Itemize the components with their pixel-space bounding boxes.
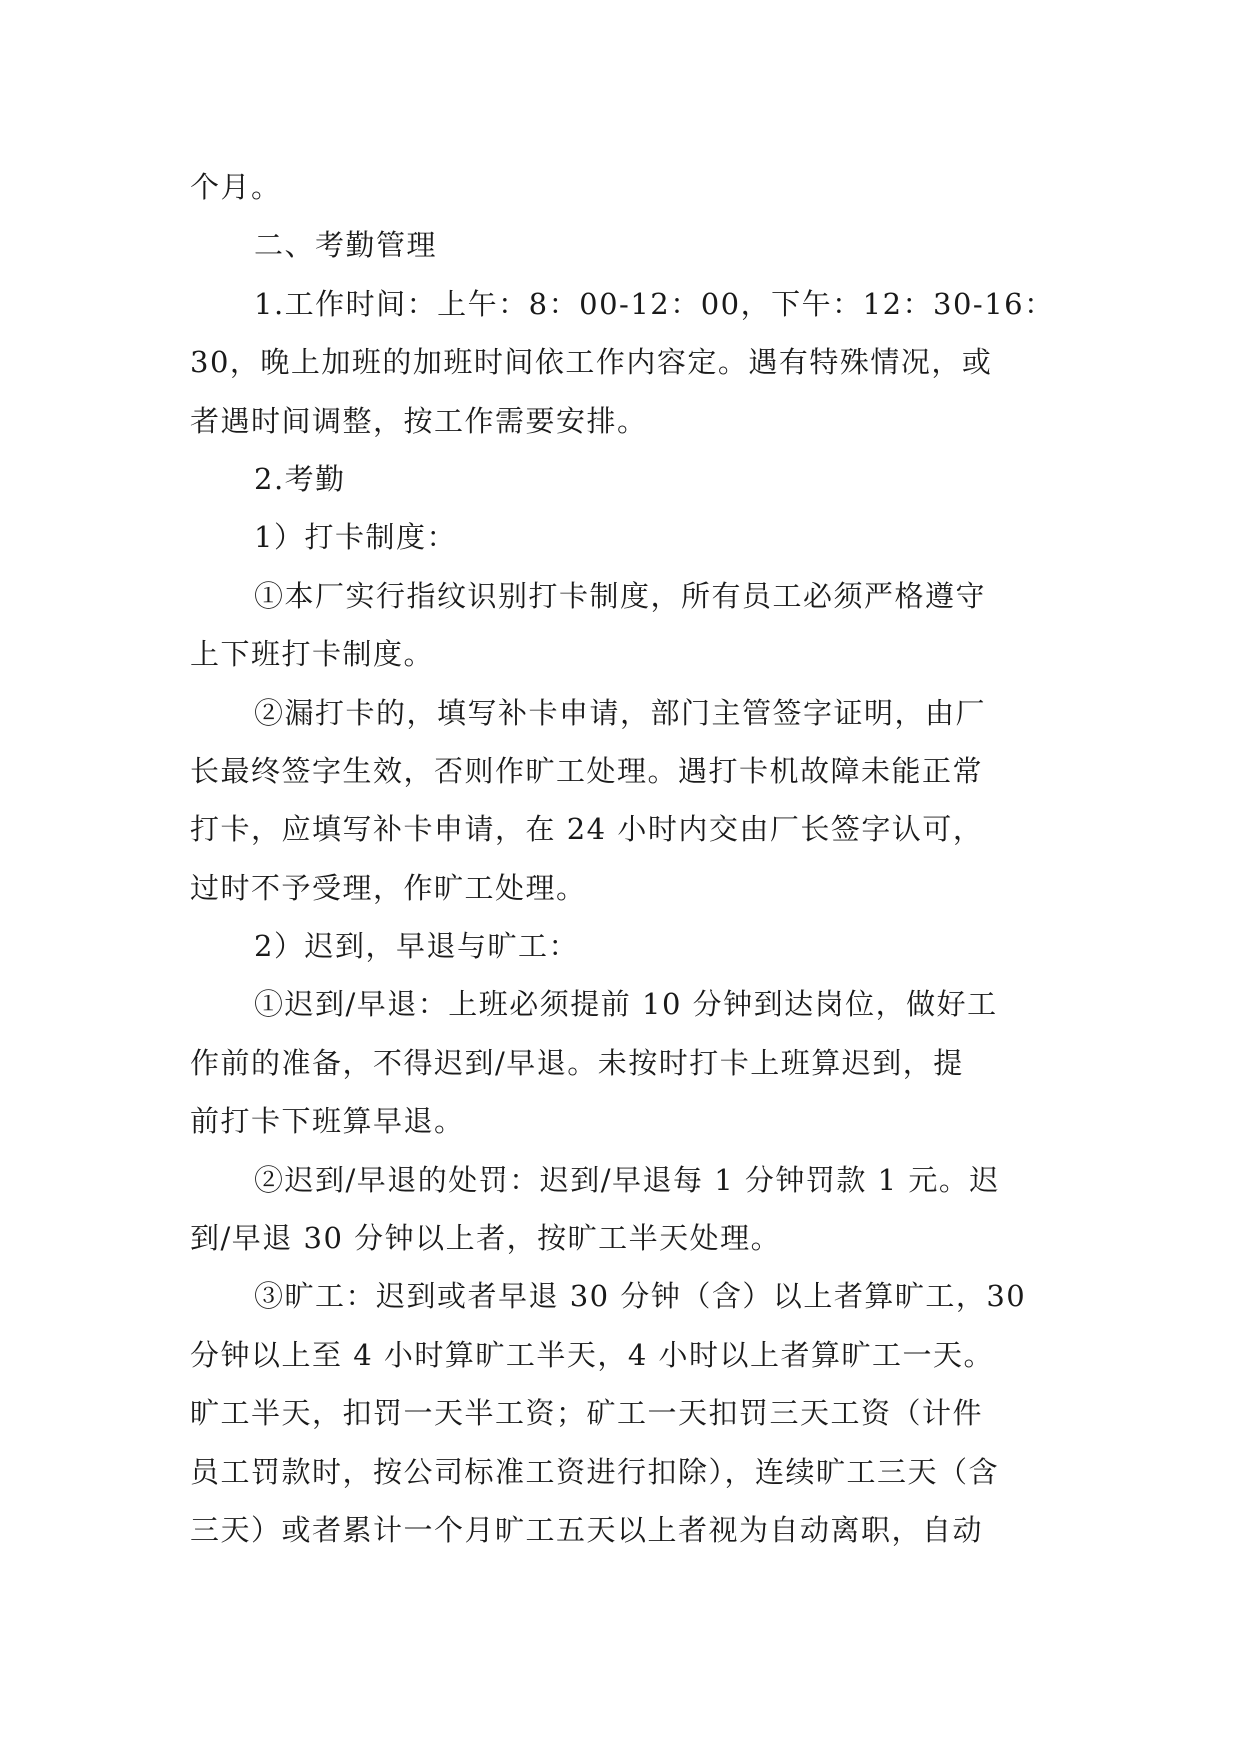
text-line: 到/早退 30 分钟以上者，按旷工半天处理。 xyxy=(190,1221,782,1256)
text-line: 作前的准备，不得迟到/早退。未按时打卡上班算迟到，提 xyxy=(190,1045,964,1080)
text-line: ①迟到/早退：上班必须提前 10 分钟到达岗位，做好工 xyxy=(254,987,998,1022)
text-line: 旷工半天，扣罚一天半工资；矿工一天扣罚三天工资（计件 xyxy=(190,1396,984,1431)
text-line: 分钟以上至 4 小时算旷工半天，4 小时以上者算旷工一天。 xyxy=(190,1337,995,1372)
subsection-heading: 2）迟到，早退与旷工： xyxy=(254,929,579,964)
text-line: 者遇时间调整，按工作需要安排。 xyxy=(190,403,648,438)
text-line: 打卡，应填写补卡申请，在 24 小时内交由厂长签字认可， xyxy=(190,812,984,847)
text-line: 三天）或者累计一个月旷工五天以上者视为自动离职，自动 xyxy=(190,1512,984,1547)
text-line: 个月。 xyxy=(190,170,282,204)
section-heading: 二、考勤管理 xyxy=(254,228,438,263)
text-line: 30，晚上加班的加班时间依工作内容定。遇有特殊情况，或 xyxy=(190,345,993,380)
text-line: ②漏打卡的，填写补卡申请，部门主管签字证明，由厂 xyxy=(254,695,987,730)
text-line: 过时不予受理，作旷工处理。 xyxy=(190,870,587,905)
text-line: 1.工作时间：上午：8：00-12：00，下午：12：30-16： xyxy=(254,286,1055,321)
text-line: ①本厂实行指纹识别打卡制度，所有员工必须严格遵守 xyxy=(254,578,987,613)
text-line: 长最终签字生效，否则作旷工处理。遇打卡机故障未能正常 xyxy=(190,753,984,788)
subsection-heading: 1）打卡制度： xyxy=(254,520,457,555)
text-line: 上下班打卡制度。 xyxy=(190,637,435,672)
text-line: ②迟到/早退的处罚：迟到/早退每 1 分钟罚款 1 元。迟 xyxy=(254,1162,1000,1197)
document-body xyxy=(190,158,1055,1559)
text-line: 员工罚款时，按公司标准工资进行扣除），连续旷工三天（含 xyxy=(190,1454,1000,1489)
text-line: ③旷工：迟到或者早退 30 分钟（含）以上者算旷工，30 xyxy=(254,1279,1027,1314)
subsection-heading: 2.考勤 xyxy=(254,461,346,496)
text-line: 前打卡下班算早退。 xyxy=(190,1104,465,1139)
